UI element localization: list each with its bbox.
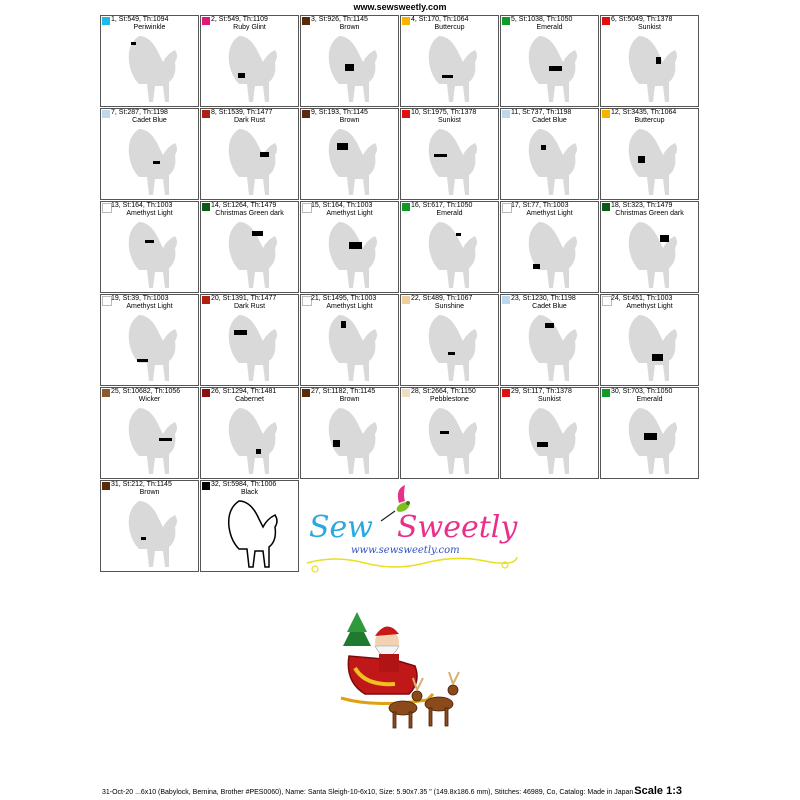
logo-url: www.sewsweetly.com: [351, 545, 460, 556]
color-stop-cell: [100, 108, 199, 200]
stitch-preview-thumbnail: [119, 497, 183, 571]
color-stop-info: 8, St:1539, Th:1477: [211, 109, 273, 116]
thread-color-name: Buttercup: [434, 24, 465, 31]
stitch-preview-thumbnail: [619, 218, 683, 292]
thread-color-name: Amethyst Light: [326, 210, 373, 217]
stitch-preview-thumbnail: [219, 32, 283, 106]
thread-color-name: Dark Rust: [233, 303, 266, 310]
stitch-preview-thumbnail: [219, 125, 283, 199]
stitch-preview-thumbnail: [119, 218, 183, 292]
color-stop-info: 31, St:212, Th:1145: [111, 481, 172, 488]
svg-text:Sew: Sew: [309, 510, 373, 545]
color-stop-info: 24, St:451, Th:1003: [611, 295, 673, 302]
color-stop-cell: [300, 201, 399, 293]
color-stop-cell: [300, 387, 399, 479]
color-stop-info: 27, St:1182, Th:1145: [311, 388, 376, 395]
thread-color-name: Emerald: [436, 210, 463, 217]
thread-color-name: Ruby Glint: [233, 24, 266, 31]
thread-color-name: Amethyst Light: [626, 303, 673, 310]
thread-color-name: Christmas Green dark: [615, 210, 684, 217]
color-stop-cell: [400, 108, 499, 200]
thread-color-name: Cadet Blue: [132, 117, 167, 124]
thread-color-name: Black: [240, 489, 259, 496]
color-stop-info: 9, St:193, Th:1145: [311, 109, 368, 116]
color-stop-cell: [300, 15, 399, 107]
color-stop-cell: [100, 480, 199, 572]
thread-color-name: Amethyst Light: [326, 303, 373, 310]
stitch-preview-thumbnail: [319, 311, 383, 385]
thread-color-name: Sunkist: [438, 117, 461, 124]
thread-color-name: Amethyst Light: [126, 303, 173, 310]
color-stop-cell: [200, 294, 299, 386]
thread-color-name: Amethyst Light: [526, 210, 573, 217]
color-stop-cell: [200, 108, 299, 200]
color-stop-cell: [600, 15, 699, 107]
stitch-preview-thumbnail: [119, 404, 183, 478]
thread-color-name: Pebblestone: [430, 396, 469, 403]
color-stop-info: 21, St:1495, Th:1003: [311, 295, 377, 302]
color-stop-cell: [400, 387, 499, 479]
color-stop-info: 4, St:170, Th:1064: [411, 16, 469, 23]
thread-color-name: Brown: [339, 24, 360, 31]
thread-color-name: Cabernet: [235, 396, 264, 403]
stitch-preview-thumbnail: [219, 404, 283, 478]
thread-color-name: Sunshine: [434, 303, 465, 310]
color-stop-info: 29, St:117, Th:1378: [511, 388, 572, 395]
color-stop-cell: [400, 201, 499, 293]
stitch-preview-thumbnail: [519, 125, 583, 199]
stitch-preview-thumbnail: [619, 311, 683, 385]
scale-label: Scale 1:3: [634, 785, 682, 797]
color-stop-cell: [600, 201, 699, 293]
thread-color-name: Emerald: [636, 396, 663, 403]
color-stop-info: 1, St:549, Th:1094: [111, 16, 169, 23]
color-stop-cell: [100, 387, 199, 479]
color-stop-info: 19, St:39, Th:1003: [111, 295, 169, 302]
color-stop-info: 16, St:617, Th:1050: [411, 202, 473, 209]
thread-color-name: Cadet Blue: [532, 117, 567, 124]
footer-design-info: 31-Oct-20 ...6x10 (Babylock, Bernina, Brother #PES0060), Name: Santa Sleigh-10-6x10, Size: 5.90x7.35 " (149.8x186.6 mm), Stitches: 46989, Co, Catalog: Made in Japan: [102, 789, 634, 796]
color-stop-cell: [500, 108, 599, 200]
color-stop-info: 7, St:287, Th:1198: [111, 109, 168, 116]
color-stop-info: 10, St:1975, Th:1378: [411, 109, 477, 116]
color-stop-cell: [600, 108, 699, 200]
color-stop-cell: [500, 387, 599, 479]
stitch-preview-thumbnail: [319, 32, 383, 106]
thread-color-name: Dark Rust: [233, 117, 266, 124]
thread-color-name: Cadet Blue: [532, 303, 567, 310]
stitch-preview-thumbnail: [519, 218, 583, 292]
thread-color-name: Christmas Green dark: [215, 210, 284, 217]
stitch-preview-thumbnail: [219, 311, 283, 385]
color-stop-info: 32, St:5984, Th:1006: [211, 481, 277, 488]
stitch-preview-thumbnail: [419, 311, 483, 385]
color-stop-info: 26, St:1294, Th:1481: [211, 388, 277, 395]
stitch-preview-thumbnail: [119, 125, 183, 199]
color-stop-info: 5, St:1038, Th:1050: [511, 16, 573, 23]
color-stop-cell: [200, 201, 299, 293]
stitch-preview-thumbnail: [619, 404, 683, 478]
stitch-preview-thumbnail: [119, 311, 183, 385]
color-stop-info: 25, St:10682, Th:1056: [111, 388, 181, 395]
color-stop-info: 3, St:926, Th:1145: [311, 16, 368, 23]
color-stop-info: 28, St:2664, Th:1150: [411, 388, 476, 395]
thread-color-name: Sunkist: [638, 24, 661, 31]
stitch-preview-thumbnail: [519, 311, 583, 385]
sew-sweetly-logo: [305, 485, 520, 585]
color-stop-cell: [300, 108, 399, 200]
stitch-preview-thumbnail: [519, 404, 583, 478]
stitch-preview-thumbnail: [419, 218, 483, 292]
thread-color-name: Amethyst Light: [126, 210, 173, 217]
color-stop-cell: [600, 294, 699, 386]
stitch-preview-thumbnail: [319, 218, 383, 292]
color-stop-cell: [400, 294, 499, 386]
stitch-preview-thumbnail: [119, 32, 183, 106]
color-stop-cell: [500, 15, 599, 107]
color-stop-info: 18, St:323, Th:1479: [611, 202, 673, 209]
color-stop-cell: [400, 15, 499, 107]
thread-color-name: Brown: [339, 396, 360, 403]
color-stop-cell: [100, 201, 199, 293]
stitch-preview-thumbnail: [419, 404, 483, 478]
svg-text:Sweetly: Sweetly: [397, 510, 518, 545]
color-stop-info: 6, St:5049, Th:1378: [611, 16, 673, 23]
stitch-preview-thumbnail: [519, 32, 583, 106]
color-stop-info: 17, St:77, Th:1003: [511, 202, 569, 209]
thread-color-name: Emerald: [536, 24, 563, 31]
color-stop-info: 20, St:1391, Th:1477: [211, 295, 277, 302]
color-stop-info: 11, St:737, Th:1198: [511, 109, 572, 116]
color-stop-info: 15, St:164, Th:1003: [311, 202, 373, 209]
color-stop-cell: [600, 387, 699, 479]
color-stop-cell: [500, 294, 599, 386]
color-stop-cell: [200, 15, 299, 107]
stitch-preview-thumbnail: [219, 218, 283, 292]
color-stop-info: 22, St:489, Th:1067: [411, 295, 473, 302]
color-stop-info: 14, St:1264, Th:1479: [211, 202, 277, 209]
stitch-preview-thumbnail: [419, 32, 483, 106]
stitch-preview-thumbnail: [319, 125, 383, 199]
site-url[interactable]: www.sewsweetly.com: [353, 2, 447, 12]
color-stop-info: 2, St:549, Th:1109: [211, 16, 268, 23]
color-stop-info: 13, St:164, Th:1003: [111, 202, 173, 209]
color-stop-cell: [100, 15, 199, 107]
stitch-preview-thumbnail: [619, 32, 683, 106]
color-stop-info: 30, St:703, Th:1050: [611, 388, 673, 395]
christmas-tree-icon: [343, 612, 371, 646]
color-stop-cell: [200, 480, 299, 572]
thread-color-name: Wicker: [138, 396, 161, 403]
thread-color-name: Brown: [339, 117, 360, 124]
thread-color-name: Sunkist: [538, 396, 561, 403]
color-stop-cell: [300, 294, 399, 386]
design-preview-image: [335, 612, 465, 732]
color-stop-cell: [100, 294, 199, 386]
color-stop-info: 23, St:1230, Th:1198: [511, 295, 576, 302]
color-stop-info: 12, St:3435, Th:1064: [611, 109, 677, 116]
stitch-preview-thumbnail: [319, 404, 383, 478]
stitch-preview-thumbnail: [219, 497, 283, 571]
color-stop-cell: [500, 201, 599, 293]
thread-color-name: Buttercup: [634, 117, 665, 124]
thread-color-name: Brown: [139, 489, 160, 496]
color-stop-cell: [200, 387, 299, 479]
thread-color-name: Periwinkle: [133, 24, 166, 31]
stitch-preview-thumbnail: [419, 125, 483, 199]
stitch-preview-thumbnail: [619, 125, 683, 199]
